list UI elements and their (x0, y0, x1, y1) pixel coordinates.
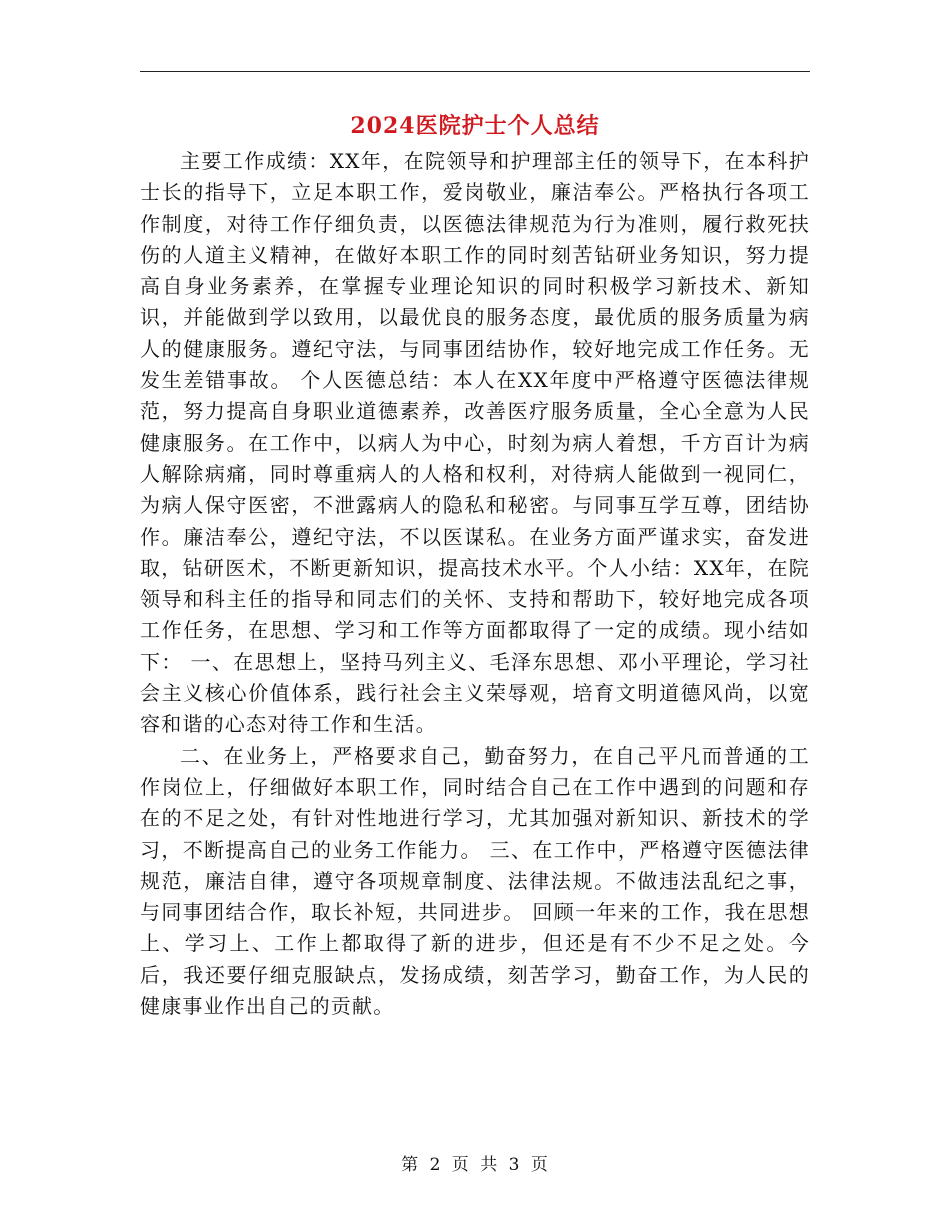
page-number: 第 2 页 共 3 页 (401, 1155, 549, 1175)
body-paragraph-2: 二、在业务上，严格要求自己，勤奋努力，在自己平凡而普通的工作岗位上，仔细做好本职工作，同时结合自己在工作中遇到的问题和存在的不足之处，有针对性地进行学习，尤其加强对新知识、新技术的学习，不断提高自己的业务工作能力。 三、在工作中，严格遵守医德法律规范，廉洁自律，遵守各项规章制度、法律法规。不做违法乱纪之事，与同事团结合作，取长补短，共同进步。 回顾一年来的工作，我在思想上、学习上、工作上都取得了新的进步，但还是有不少不足之处。今后，我还要仔细克服缺点，发扬成绩，刻苦学习，勤奋工作，为人民的健康事业作出自己的贡献。 (140, 743, 810, 1019)
header-rule (140, 71, 810, 72)
body-paragraph-1: 主要工作成绩：XX年，在院领导和护理部主任的领导下，在本科护士长的指导下，立足本职工作，爱岗敬业，廉洁奉公。严格执行各项工作制度，对待工作仔细负责，以医德法律规范为行为准则，履行救死扶伤的人道主义精神，在做好本职工作的同时刻苦钻研业务知识，努力提高自身业务素养，在掌握专业理论知识的同时积极学习新技术、新知识，并能做到学以致用，以最优良的服务态度，最优质的服务质量为病人的健康服务。遵纪守法，与同事团结协作，较好地完成工作任务。无发生差错事故。 个人医德总结：本人在XX年度中严格遵守医德法律规范，努力提高自身职业道德素养，改善医疗服务质量，全心全意为人民健康服务。在工作中，以病人为中心，时刻为病人着想，千方百计为病人解除病痛，同时尊重病人的人格和权利，对待病人能做到一视同仁，为病人保守医密，不泄露病人的隐私和秘密。与同事互学互尊，团结协作。廉洁奉公，遵纪守法，不以医谋私。在业务方面严谨求实，奋发进取，钻研医术，不断更新知识，提高技术水平。个人小结：XX年，在院领导和科主任的指导和同志们的关怀、支持和帮助下，较好地完成各项工作任务，在思想、学习和工作等方面都取得了一定的成绩。现小结如下： 一、在思想上，坚持马列主义、毛泽东思想、邓小平理论，学习社会主义核心价值体系，践行社会主义荣辱观，培育文明道德风尚，以宽容和谐的心态对待工作和生活。 (140, 149, 810, 737)
document-body (140, 146, 810, 1022)
document-title: 2024医院护士个人总结 (350, 113, 600, 139)
